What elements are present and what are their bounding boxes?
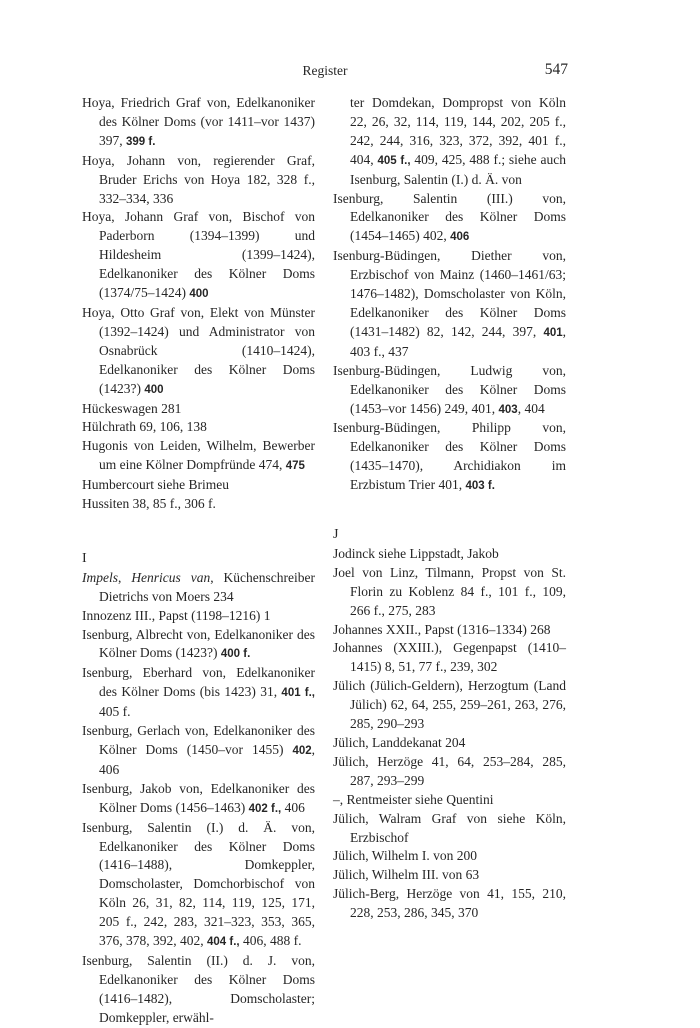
section-letter: I <box>82 550 87 566</box>
entry-text: Jülich (Jülich-Geldern), Herzogtum (Land Jülich) 62, 64, 255, 259–261, 263, 276, 285, 290–293 <box>333 678 566 732</box>
register-entry <box>333 564 566 621</box>
entry-text: Isenburg, Salentin (II.) d. J. von, Edelkanoniker des Kölner Doms (1416–1482), Domscholaster; Domkeppler, erwähl- <box>82 952 315 1025</box>
entry-text: 406 <box>281 799 305 815</box>
entry-text: 406, 488 f. <box>239 933 302 949</box>
main-page-reference: 404 f., <box>207 936 240 949</box>
entry-text: Hoya, Johann Graf von, Bischof von Paderborn (1394–1399) und Hildesheim (1399–1424), Edelkanoniker des Kölner Doms (1374/75–1424) <box>82 209 315 301</box>
register-entry <box>82 476 315 495</box>
entry-text: Hoya, Friedrich Graf von, Edelkanoniker des Kölner Doms (vor 1411–vor 1437) 397, <box>82 95 315 148</box>
entry-text: Hugonis von Leiden, Wilhelm, Bewerber um eine Kölner Dompfründe 474, <box>82 438 315 473</box>
entry-text: Johannes XXII., Papst (1316–1334) 268 <box>333 621 551 637</box>
main-page-reference: 402 f., <box>248 802 282 815</box>
page-header <box>82 60 568 82</box>
entry-text: , Küchenschreiber Dietrichs von Moers 234 <box>99 569 315 604</box>
main-page-reference: 399 f. <box>126 135 156 148</box>
entry-text: Hückeswagen 281 <box>82 400 182 416</box>
entry-text: Jülich, Walram Graf von siehe Köln, Erzbischof <box>333 810 566 845</box>
entry-text: Isenburg, Jakob von, Edelkanoniker des Kölner Doms (1456–1463) <box>82 780 315 815</box>
register-entry <box>82 400 315 419</box>
entry-text: Johannes (XXIII.), Gegenpapst (1410–1415) 8, 51, 77 f., 239, 302 <box>333 640 566 675</box>
register-entry <box>333 885 566 923</box>
register-entry <box>82 607 315 626</box>
entry-text: , <box>118 569 132 585</box>
register-entry <box>333 639 566 677</box>
entry-text: Isenburg, Eberhard von, Edelkanoniker des Kölner Doms (bis 1423) 31, <box>82 665 315 700</box>
main-page-reference: 401 <box>543 326 563 339</box>
main-page-reference: 400 <box>189 288 209 301</box>
register-entry <box>333 734 566 753</box>
italic-name: Impels <box>82 569 118 585</box>
main-page-reference: 400 <box>144 383 164 396</box>
entry-text: , 406 <box>99 742 315 777</box>
entry-text: Isenburg, Salentin (I.) d. Ä. von, Edelkanoniker des Kölner Doms (1416–1488), Domkeppler, Domscholaster, Domchorbischof von Köln 26, 31, 82, 114, 119, 125, 171, 205 f., 242, 283, 321–323, 353, 365, 376, 378, 392, 402, <box>82 819 315 949</box>
register-entry <box>82 437 315 476</box>
entry-text: Isenburg, Albrecht von, Edelkanoniker des Kölner Doms (1423?) <box>82 626 315 661</box>
entry-text: Jülich, Wilhelm III. von 63 <box>333 867 480 883</box>
register-entry <box>82 418 315 437</box>
entry-text: Jülich, Landdekanat 204 <box>333 735 466 750</box>
register-entry <box>333 362 566 420</box>
entry-text: Hussiten 38, 85 f., 306 f. <box>82 496 216 512</box>
register-entry <box>82 94 315 152</box>
register-entry <box>82 495 315 514</box>
main-page-reference: 401 f., <box>281 687 315 700</box>
register-entry <box>333 419 566 496</box>
register-entry <box>82 952 315 1028</box>
entry-text: Isenburg-Büdingen, Philipp von, Edelkanoniker des Kölner Doms (1435–1470), Archidiakon im Erzbistum Trier 401, <box>333 420 566 493</box>
register-entry <box>333 847 566 866</box>
register-entry <box>333 753 566 791</box>
italic-name: Henricus van <box>131 569 211 585</box>
entry-text: –, Rentmeister siehe Quentini <box>333 791 494 807</box>
running-title: Register <box>302 63 348 78</box>
entry-text: Jülich-Berg, Herzöge von 41, 155, 210, 228, 253, 286, 345, 370 <box>333 886 566 921</box>
entry-text: Hoya, Johann von, regierender Graf, Bruder Erichs von Hoya 182, 328 f., 332–334, 336 <box>82 152 315 206</box>
entry-text: Isenburg, Salentin (III.) von, Edelkanoniker des Kölner Doms (1454–1465) 402, <box>333 190 566 244</box>
entry-text: Joel von Linz, Tilmann, Propst von St. Florin zu Koblenz 84 f., 101 f., 109, 266 f., 275, 283 <box>333 564 566 618</box>
entry-text: Hoya, Otto Graf von, Elekt von Münster (1392–1424) und Administrator von Osnabrück (1410–1424), Edelkanoniker des Kölner Doms (1423?) <box>82 304 315 396</box>
entry-text: 405 f. <box>99 704 131 720</box>
entry-text: Isenburg, Gerlach von, Edelkanoniker des Kölner Doms (1450–vor 1455) <box>82 723 315 757</box>
right-column <box>333 94 566 923</box>
register-entry <box>82 152 315 209</box>
register-entry <box>82 722 315 780</box>
main-page-reference: 400 f. <box>220 648 251 661</box>
entry-text: Hülchrath 69, 106, 138 <box>82 419 207 435</box>
register-entry-continuation <box>333 94 566 190</box>
entry-text: 409, 425, 488 f.; siehe auch Isenburg, Salentin (I.) d. Ä. von <box>350 151 567 187</box>
register-entry <box>82 626 315 665</box>
register-entry <box>82 304 315 400</box>
register-entry <box>82 819 315 952</box>
entry-text: , 403 f., 437 <box>350 323 566 359</box>
entry-text: Innozenz III., Papst (1198–1216) 1 <box>82 607 271 623</box>
section-letter: J <box>333 527 339 543</box>
page-number: 547 <box>544 61 568 78</box>
left-column <box>82 94 315 1028</box>
register-entry <box>333 791 566 810</box>
main-page-reference: 403 f. <box>465 480 495 493</box>
main-page-reference: 405 f., <box>377 154 411 167</box>
register-entry <box>333 190 566 248</box>
register-entry <box>82 664 315 722</box>
register-entry <box>82 569 315 607</box>
main-page-reference: 406 <box>450 231 470 244</box>
entry-text: Jülich, Herzöge 41, 64, 253–284, 285, 287, 293–299 <box>333 753 566 788</box>
entry-text: Isenburg-Büdingen, Ludwig von, Edelkanoniker des Kölner Doms (1453–vor 1456) 249, 401, <box>333 362 566 416</box>
register-entry <box>333 247 566 361</box>
main-page-reference: 403 <box>498 403 518 416</box>
entry-text: Humbercourt siehe Brimeu <box>82 477 229 493</box>
entry-text: ter Domdekan, Dompropst von Köln 22, 26, 32, 114, 119, 144, 202, 205 f., 242, 244, 316, 323, 372, 392, 401 f., 404, <box>350 95 566 167</box>
register-entry <box>333 810 566 848</box>
register-entry <box>333 866 566 885</box>
entry-text: , 404 <box>517 400 545 416</box>
register-entry <box>333 545 566 564</box>
entry-text: Jodinck siehe Lippstadt, Jakob <box>333 545 499 561</box>
main-page-reference: 402 <box>292 745 312 757</box>
register-entry <box>82 780 315 819</box>
main-page-reference: 475 <box>285 460 305 473</box>
register-entry <box>333 621 566 640</box>
entry-text: Isenburg-Büdingen, Diether von, Erzbischof von Mainz (1460–1461/63; 1476–1482), Domscholaster von Köln, Edelkanoniker des Kölner Doms (1431–1482) 82, 142, 244, 397, <box>333 248 566 339</box>
register-entry <box>333 677 566 734</box>
entry-text: Jülich, Wilhelm I. von 200 <box>333 848 477 864</box>
register-entry <box>82 208 315 304</box>
